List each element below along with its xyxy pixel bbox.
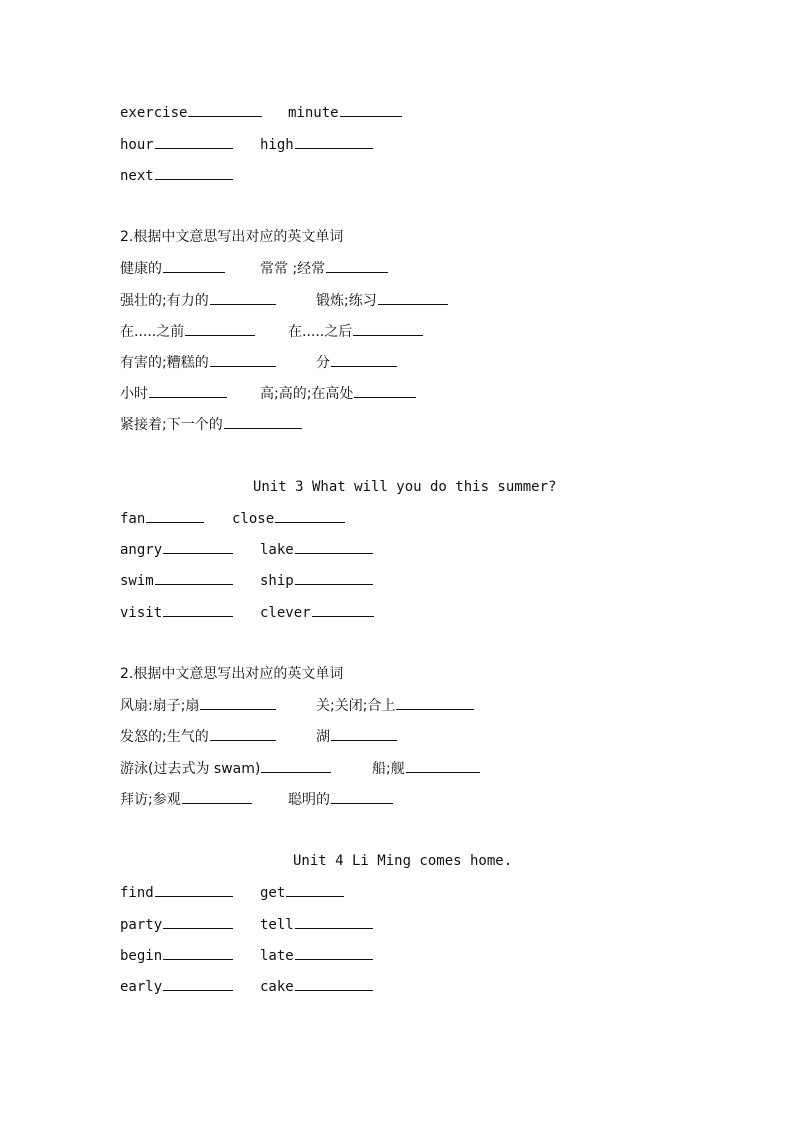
word-item: 有害的;糟糕的 <box>120 352 276 373</box>
word-item: 强壮的;有力的 <box>120 290 276 311</box>
word-item: early <box>120 976 233 997</box>
answer-blank[interactable] <box>163 258 225 273</box>
answer-blank[interactable] <box>396 695 474 710</box>
word-item: find <box>120 882 233 903</box>
answer-blank[interactable] <box>146 508 204 523</box>
word-item: minute <box>288 102 402 123</box>
word-item: 健康的 <box>120 258 225 279</box>
answer-blank[interactable] <box>286 882 344 897</box>
word-item: 关;关闭;合上 <box>316 695 474 716</box>
answer-blank[interactable] <box>331 789 393 804</box>
word-item: 拜访;参观 <box>120 789 252 810</box>
answer-blank[interactable] <box>200 695 276 710</box>
answer-blank[interactable] <box>155 882 233 897</box>
answer-blank[interactable] <box>185 321 255 336</box>
answer-blank[interactable] <box>326 258 388 273</box>
word-item: cake <box>260 976 373 997</box>
word-item: clever <box>260 602 374 623</box>
answer-blank[interactable] <box>163 914 233 929</box>
answer-blank[interactable] <box>378 290 448 305</box>
word-item: close <box>232 508 345 529</box>
answer-blank[interactable] <box>188 102 262 117</box>
answer-blank[interactable] <box>155 570 233 585</box>
answer-blank[interactable] <box>295 570 373 585</box>
answer-blank[interactable] <box>163 602 233 617</box>
answer-blank[interactable] <box>331 352 397 367</box>
word-item: 发怒的;生气的 <box>120 726 276 747</box>
word-item: 紧接着;下一个的 <box>120 414 302 435</box>
word-item: visit <box>120 602 233 623</box>
word-item: next <box>120 165 233 186</box>
word-item: lake <box>260 539 373 560</box>
word-item: fan <box>120 508 204 529</box>
word-item: exercise <box>120 102 262 123</box>
word-item: 船;舰 <box>372 758 480 779</box>
unit-title: Unit 4 Li Ming comes home. <box>293 853 513 869</box>
answer-blank[interactable] <box>340 102 402 117</box>
word-item: 锻炼;练习 <box>316 290 448 311</box>
word-item: 常常 ;经常 <box>260 258 388 279</box>
answer-blank[interactable] <box>312 602 374 617</box>
word-item: late <box>260 945 373 966</box>
answer-blank[interactable] <box>210 726 276 741</box>
answer-blank[interactable] <box>261 758 331 773</box>
word-item: 在.....之前 <box>120 321 255 342</box>
word-item: 分 <box>316 352 397 373</box>
word-item: 聪明的 <box>288 789 393 810</box>
answer-blank[interactable] <box>353 321 423 336</box>
section-heading: 2.根据中文意思写出对应的英文单词 <box>120 229 344 245</box>
word-item: 高;高的;在高处 <box>260 383 416 404</box>
answer-blank[interactable] <box>224 414 302 429</box>
word-item: hour <box>120 134 233 155</box>
answer-blank[interactable] <box>163 945 233 960</box>
word-item: 游泳(过去式为 swam) <box>120 758 331 779</box>
word-item: begin <box>120 945 233 966</box>
word-item: swim <box>120 570 233 591</box>
answer-blank[interactable] <box>163 976 233 991</box>
answer-blank[interactable] <box>182 789 252 804</box>
answer-blank[interactable] <box>354 383 416 398</box>
section-heading: 2.根据中文意思写出对应的英文单词 <box>120 666 344 682</box>
answer-blank[interactable] <box>295 976 373 991</box>
answer-blank[interactable] <box>163 539 233 554</box>
answer-blank[interactable] <box>149 383 227 398</box>
word-item: party <box>120 914 233 935</box>
answer-blank[interactable] <box>295 539 373 554</box>
answer-blank[interactable] <box>295 134 373 149</box>
answer-blank[interactable] <box>155 134 233 149</box>
word-item: 在.....之后 <box>288 321 423 342</box>
word-item: get <box>260 882 344 903</box>
unit-title: Unit 3 What will you do this summer? <box>253 479 557 495</box>
word-item: angry <box>120 539 233 560</box>
word-item: ship <box>260 570 373 591</box>
word-item: 小时 <box>120 383 227 404</box>
answer-blank[interactable] <box>406 758 480 773</box>
answer-blank[interactable] <box>210 352 276 367</box>
answer-blank[interactable] <box>210 290 276 305</box>
answer-blank[interactable] <box>295 945 373 960</box>
word-item: 湖 <box>316 726 397 747</box>
answer-blank[interactable] <box>275 508 345 523</box>
answer-blank[interactable] <box>295 914 373 929</box>
word-item: high <box>260 134 373 155</box>
word-item: 风扇:扇子;扇 <box>120 695 276 716</box>
answer-blank[interactable] <box>331 726 397 741</box>
answer-blank[interactable] <box>155 165 233 180</box>
word-item: tell <box>260 914 373 935</box>
